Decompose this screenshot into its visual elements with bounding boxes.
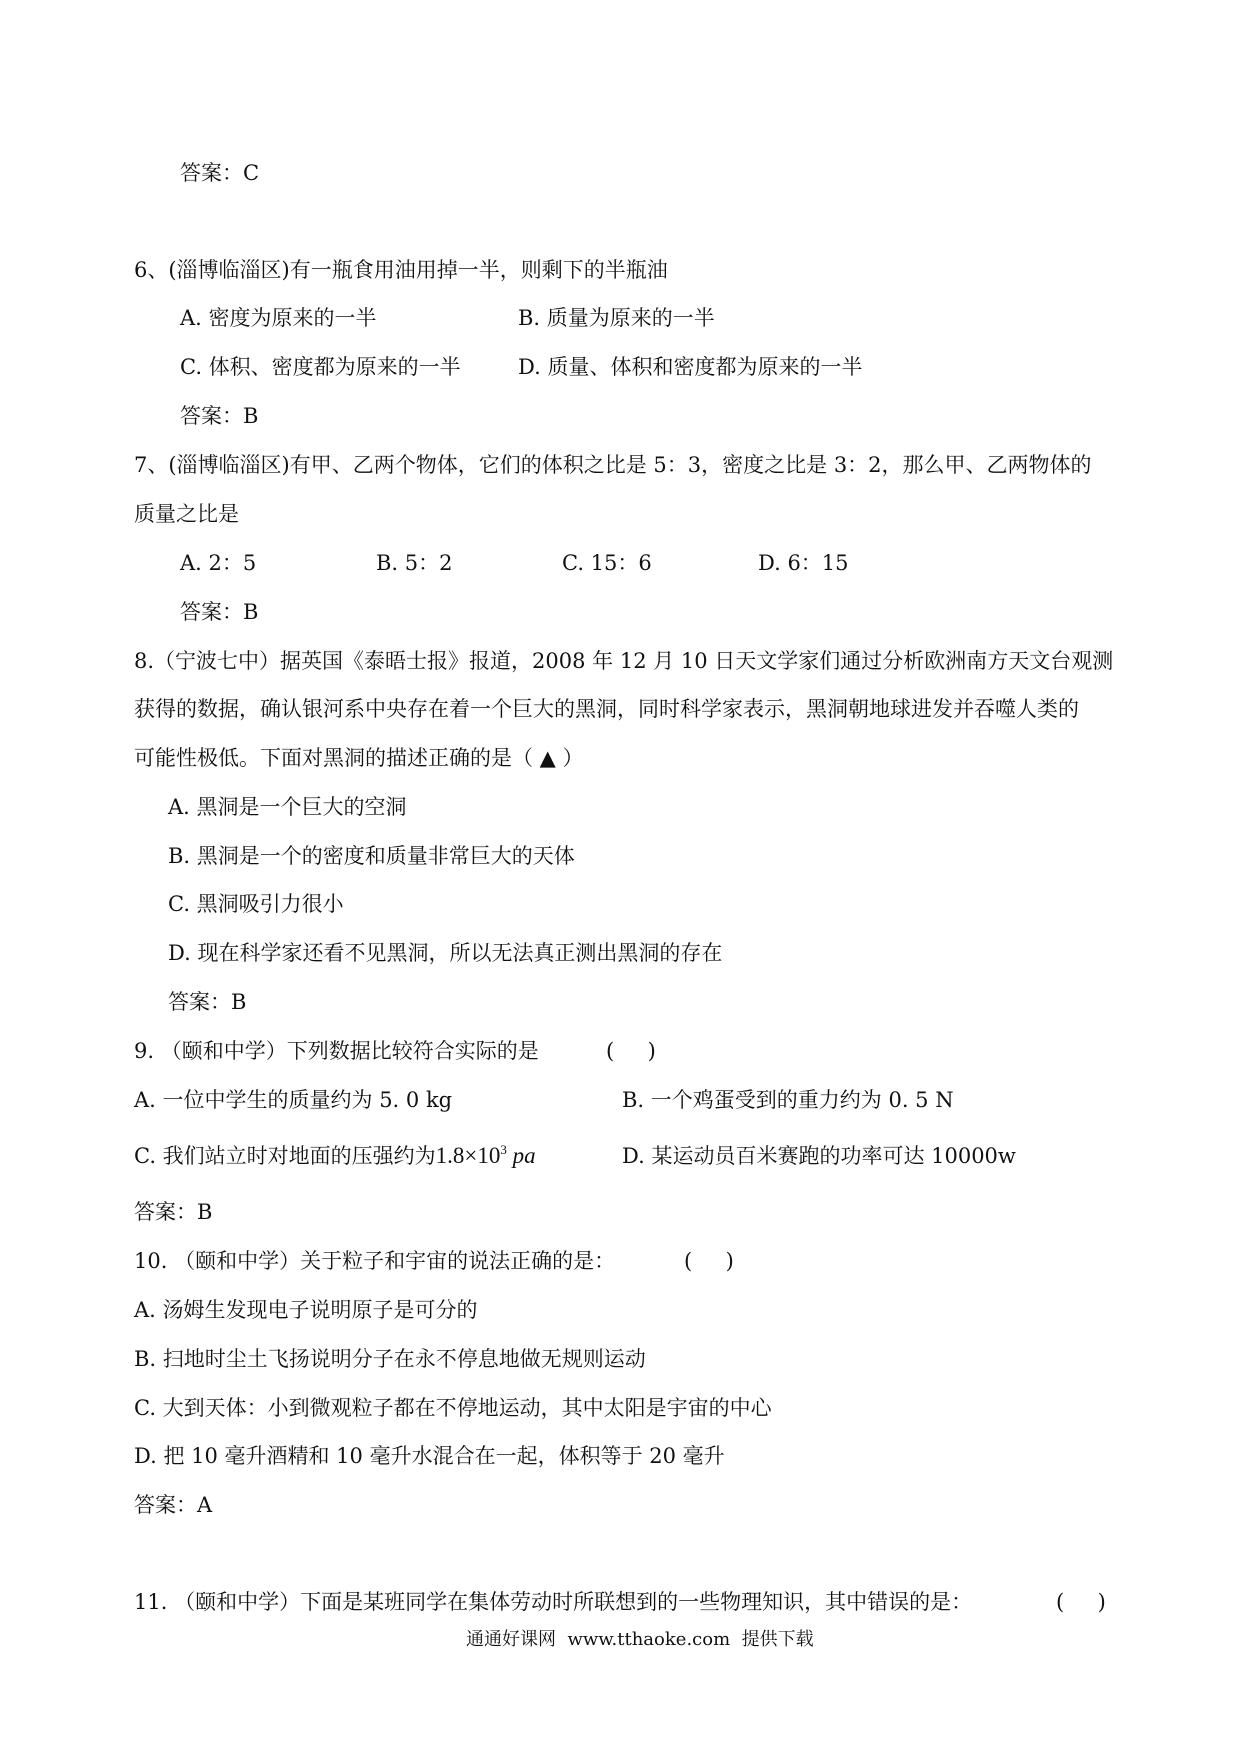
question-10-option-d: D. 把 10 毫升酒精和 10 毫升水混合在一起，体积等于 20 毫升 <box>134 1444 725 1468</box>
pressure-formula: $1.8\times 10^3$ pa <box>435 1142 536 1168</box>
question-10-stem: 10. （颐和中学）关于粒子和宇宙的说法正确的是： <box>134 1249 616 1273</box>
question-8-stem-line-1: 8.（宁波七中）据英国《泰晤士报》报道，2008 年 12 月 10 日天文学家们通过分析欧洲南方天文台观测 <box>134 649 1114 673</box>
question-10-option-a: A. 汤姆生发现电子说明原子是可分的 <box>134 1298 478 1322</box>
question-9-option-c <box>134 1141 536 1171</box>
question-9-option-c-text: C. 我们站立时对地面的压强约为 <box>134 1144 436 1168</box>
question-6-answer: 答案：B <box>180 404 259 428</box>
question-7-stem-line-1: 7、(淄博临淄区)有甲、乙两个物体，它们的体积之比是 5：3，密度之比是 3：2，那么甲、乙两物体的 <box>134 453 1092 477</box>
question-7-option-d: D. 6：15 <box>758 551 849 575</box>
question-11-answer-bracket: ( ) <box>1056 1590 1106 1614</box>
question-7-option-a: A. 2：5 <box>180 551 257 575</box>
answer-line: 答案：C <box>180 161 260 185</box>
question-6-option-d: D. 质量、体积和密度都为原来的一半 <box>518 355 863 379</box>
question-6-stem: 6、(淄博临淄区)有一瓶食用油用掉一半，则剩下的半瓶油 <box>134 258 668 282</box>
question-8-option-b: B. 黑洞是一个的密度和质量非常巨大的天体 <box>168 844 575 868</box>
question-7-stem-line-2: 质量之比是 <box>134 502 239 526</box>
question-10-option-b: B. 扫地时尘土飞扬说明分子在永不停息地做无规则运动 <box>134 1347 646 1371</box>
question-8-answer: 答案：B <box>168 990 247 1014</box>
question-7-option-c: C. 15：6 <box>562 551 652 575</box>
question-6-option-c: C. 体积、密度都为原来的一半 <box>180 355 461 379</box>
question-9-option-d: D. 某运动员百米赛跑的功率可达 10000w <box>622 1144 1016 1168</box>
page-footer: 通通好课网 www.tthaoke.com 提供下载 <box>466 1629 814 1650</box>
question-7-option-b: B. 5：2 <box>376 551 453 575</box>
question-10-answer: 答案：A <box>134 1493 213 1517</box>
question-6-option-a: A. 密度为原来的一半 <box>180 306 377 330</box>
question-10-option-c: C. 大到天体：小到微观粒子都在不停地运动，其中太阳是宇宙的中心 <box>134 1396 772 1420</box>
question-8-stem-line-3: 可能性极低。下面对黑洞的描述正确的是（ ▲ ） <box>134 746 584 770</box>
question-9-option-b: B. 一个鸡蛋受到的重力约为 0. 5 N <box>622 1088 954 1112</box>
question-8-stem-line-2: 获得的数据，确认银河系中央存在着一个巨大的黑洞，同时科学家表示，黑洞朝地球进发并吞噬人类的 <box>134 697 1079 721</box>
question-9-option-a: A. 一位中学生的质量约为 5. 0 kg <box>134 1088 453 1112</box>
question-8-option-c: C. 黑洞吸引力很小 <box>168 892 344 916</box>
question-10-answer-bracket: ( ) <box>684 1249 734 1273</box>
question-9-answer-bracket: ( ) <box>606 1039 656 1063</box>
question-6-option-b: B. 质量为原来的一半 <box>518 306 715 330</box>
question-9-answer: 答案：B <box>134 1200 213 1224</box>
question-9-stem: 9. （颐和中学）下列数据比较符合实际的是 <box>134 1039 539 1063</box>
question-7-answer: 答案：B <box>180 600 259 624</box>
question-8-option-d: D. 现在科学家还看不见黑洞，所以无法真正测出黑洞的存在 <box>168 941 723 965</box>
question-8-option-a: A. 黑洞是一个巨大的空洞 <box>168 795 407 819</box>
question-11-stem: 11. （颐和中学）下面是某班同学在集体劳动时所联想到的一些物理知识，其中错误的是： <box>134 1590 973 1614</box>
